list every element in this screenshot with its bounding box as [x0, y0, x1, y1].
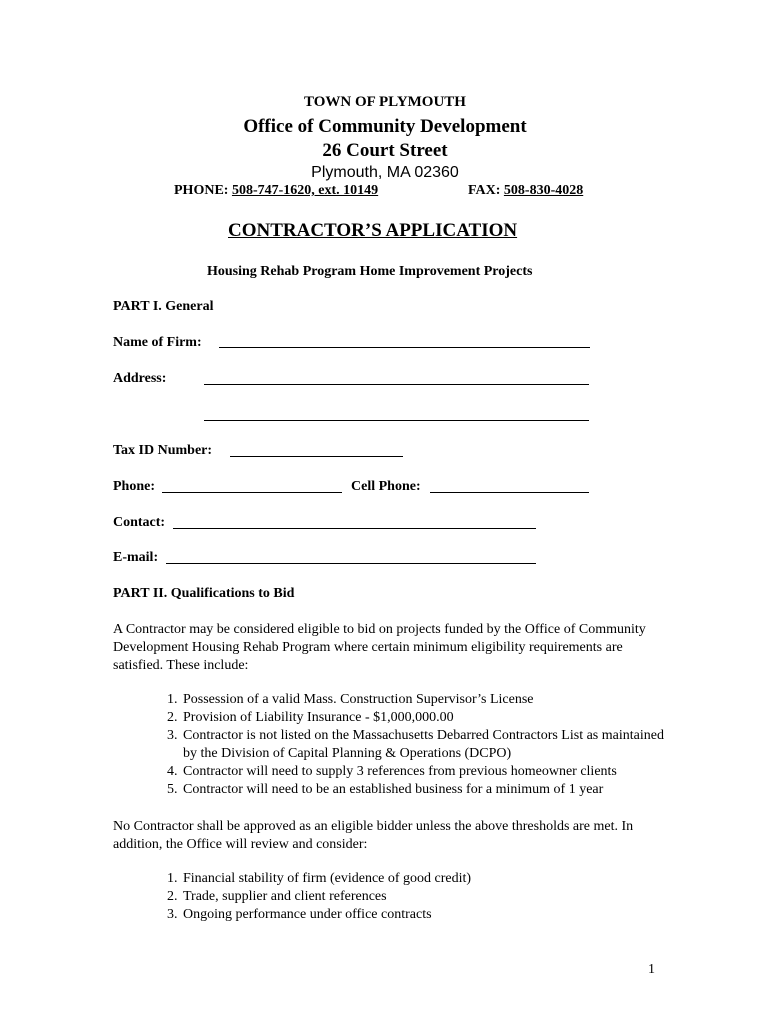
name-of-firm-label: Name of Firm: — [113, 335, 202, 350]
contact-label: Contact: — [113, 515, 166, 530]
phone-field-label: Phone: — [113, 479, 155, 494]
list-item: 2. Provision of Liability Insurance - $1,000,000.00 — [181, 709, 681, 727]
city-state-zip: Plymouth, MA 02360 — [311, 164, 459, 181]
name-of-firm-field[interactable] — [219, 347, 590, 348]
list-item: 5. Contractor will need to be an established business for a minimum of 1 year — [181, 781, 681, 799]
email-label: E-mail: — [113, 550, 159, 565]
list-item: 3. Contractor is not listed on the Massachusetts Debarred Contractors List as maintained by the Division of Capital Planning & Operations (DCPO) — [181, 727, 681, 763]
contact-field[interactable] — [173, 528, 536, 529]
list-item: 1. Financial stability of firm (evidence of good credit) — [181, 870, 681, 888]
fax-label: FAX: — [468, 183, 504, 198]
phone-field[interactable] — [162, 492, 342, 493]
list-item: 1. Possession of a valid Mass. Construction Supervisor’s License — [181, 691, 681, 709]
requirements-list — [158, 691, 681, 799]
fax-number: 508-830-4028 — [503, 183, 584, 198]
tax-id-field[interactable] — [230, 456, 403, 457]
part-2-heading: PART II. Qualifications to Bid — [113, 586, 295, 601]
address-field-line-2[interactable] — [204, 420, 589, 421]
street-address: 26 Court Street — [322, 140, 448, 161]
phone-line — [174, 183, 378, 199]
qualifications-intro: A Contractor may be considered eligible to bid on projects funded by the Office of Community Development Housing Rehab Program where certain minimum eligibility requirements are satisfied. These include: — [113, 622, 646, 673]
qualifications-outro: No Contractor shall be approved as an eligible bidder unless the above thresholds are met. In addition, the Office will review and consider: — [113, 819, 634, 852]
list-item: 4. Contractor will need to supply 3 references from previous homeowner clients — [181, 763, 681, 781]
phone-number: 508-747-1620, ext. 10149 — [231, 183, 379, 198]
email-field[interactable] — [166, 563, 536, 564]
cell-phone-label: Cell Phone: — [351, 479, 421, 494]
list-item: 3. Ongoing performance under office contracts — [181, 906, 681, 924]
town-name: TOWN OF PLYMOUTH — [304, 94, 466, 110]
part-1-heading: PART I. General — [113, 299, 214, 314]
page-number: 1 — [648, 962, 655, 977]
phone-label: PHONE: — [174, 183, 232, 198]
office-name: Office of Community Development — [243, 116, 527, 137]
cell-phone-field[interactable] — [430, 492, 589, 493]
considerations-list — [158, 870, 681, 924]
address-label: Address: — [113, 371, 167, 386]
document-title: CONTRACTOR’S APPLICATION — [228, 220, 518, 241]
address-field-line-1[interactable] — [204, 384, 589, 385]
document-subtitle: Housing Rehab Program Home Improvement Projects — [207, 264, 533, 279]
list-item: 2. Trade, supplier and client references — [181, 888, 681, 906]
tax-id-label: Tax ID Number: — [113, 443, 213, 458]
fax-line — [468, 183, 583, 199]
